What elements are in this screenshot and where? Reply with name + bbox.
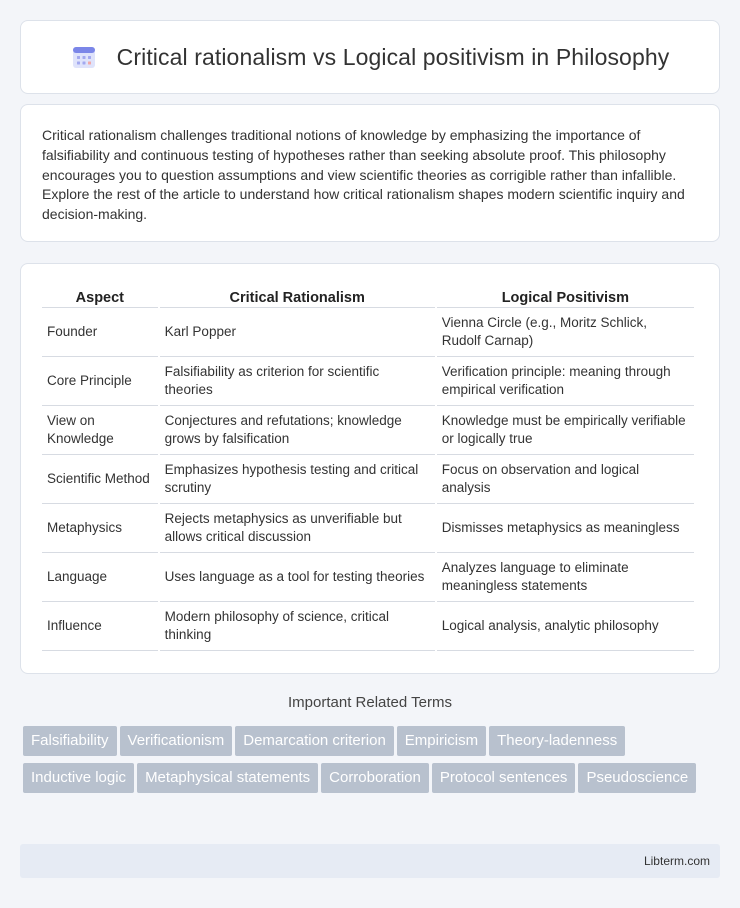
page-title: Critical rationalism vs Logical positivism in Philosophy: [116, 43, 670, 70]
related-terms-list: [23, 726, 703, 800]
row-logical-positivism: Focus on observation and logical analysis: [437, 455, 694, 504]
row-logical-positivism: Dismisses metaphysics as meaningless: [437, 504, 694, 553]
row-logical-positivism: Verification principle: meaning through empirical verification: [437, 357, 694, 406]
table-header-row: [42, 285, 694, 308]
header-aspect: Aspect: [42, 285, 158, 308]
intro-paragraph: Critical rationalism challenges traditional notions of knowledge by emphasizing the importance of falsifiability and continuous testing of hypotheses rather than seeking absolute proof. This philosophy encourages you to question assumptions and view scientific theories as corrigible rather than infallible. Explore the rest of the article to understand how critical rationalism shapes modern scientific inquiry and decision-making.: [42, 127, 685, 223]
row-critical-rationalism: Emphasizes hypothesis testing and critical scrutiny: [160, 455, 435, 504]
table-row: [42, 308, 694, 357]
table-row: [42, 406, 694, 455]
tag-inductive-logic[interactable]: Inductive logic: [23, 763, 134, 793]
table-row: [42, 553, 694, 602]
tag-falsifiability[interactable]: Falsifiability: [23, 726, 117, 756]
table-row: [42, 602, 694, 651]
table-row: [42, 455, 694, 504]
row-aspect: Language: [42, 553, 158, 602]
tag-empiricism[interactable]: Empiricism: [397, 726, 486, 756]
row-aspect: View on Knowledge: [42, 406, 158, 455]
calendar-grid-icon: [71, 44, 97, 70]
header-critical-rationalism: Critical Rationalism: [160, 285, 435, 308]
row-aspect: Influence: [42, 602, 158, 651]
row-logical-positivism: Vienna Circle (e.g., Moritz Schlick, Rudolf Carnap): [437, 308, 694, 357]
row-aspect: Founder: [42, 308, 158, 357]
comparison-card: [20, 263, 720, 674]
row-critical-rationalism: Karl Popper: [160, 308, 435, 357]
tag-protocol-sentences[interactable]: Protocol sentences: [432, 763, 576, 793]
row-critical-rationalism: Uses language as a tool for testing theories: [160, 553, 435, 602]
row-logical-positivism: Logical analysis, analytic philosophy: [437, 602, 694, 651]
intro-card: [20, 104, 720, 242]
footer-site-link[interactable]: Libterm.com: [643, 854, 710, 868]
related-terms-heading: Important Related Terms: [288, 694, 452, 711]
comparison-table: [40, 285, 696, 651]
title-card: [20, 20, 720, 94]
row-critical-rationalism: Modern philosophy of science, critical thinking: [160, 602, 435, 651]
footer: [20, 844, 720, 878]
row-aspect: Scientific Method: [42, 455, 158, 504]
tag-corroboration[interactable]: Corroboration: [321, 763, 429, 793]
row-critical-rationalism: Falsifiability as criterion for scientific theories: [160, 357, 435, 406]
table-row: [42, 357, 694, 406]
tag-pseudoscience[interactable]: Pseudoscience: [578, 763, 696, 793]
row-aspect: Core Principle: [42, 357, 158, 406]
row-critical-rationalism: Rejects metaphysics as unverifiable but allows critical discussion: [160, 504, 435, 553]
row-aspect: Metaphysics: [42, 504, 158, 553]
row-critical-rationalism: Conjectures and refutations; knowledge grows by falsification: [160, 406, 435, 455]
tag-metaphysical-statements[interactable]: Metaphysical statements: [137, 763, 318, 793]
tag-demarcation-criterion[interactable]: Demarcation criterion: [235, 726, 394, 756]
header-logical-positivism: Logical Positivism: [437, 285, 694, 308]
row-logical-positivism: Knowledge must be empirically verifiable or logically true: [437, 406, 694, 455]
tag-verificationism[interactable]: Verificationism: [120, 726, 233, 756]
table-row: [42, 504, 694, 553]
row-logical-positivism: Analyzes language to eliminate meaningless statements: [437, 553, 694, 602]
tag-theory-ladenness[interactable]: Theory-ladenness: [489, 726, 625, 756]
